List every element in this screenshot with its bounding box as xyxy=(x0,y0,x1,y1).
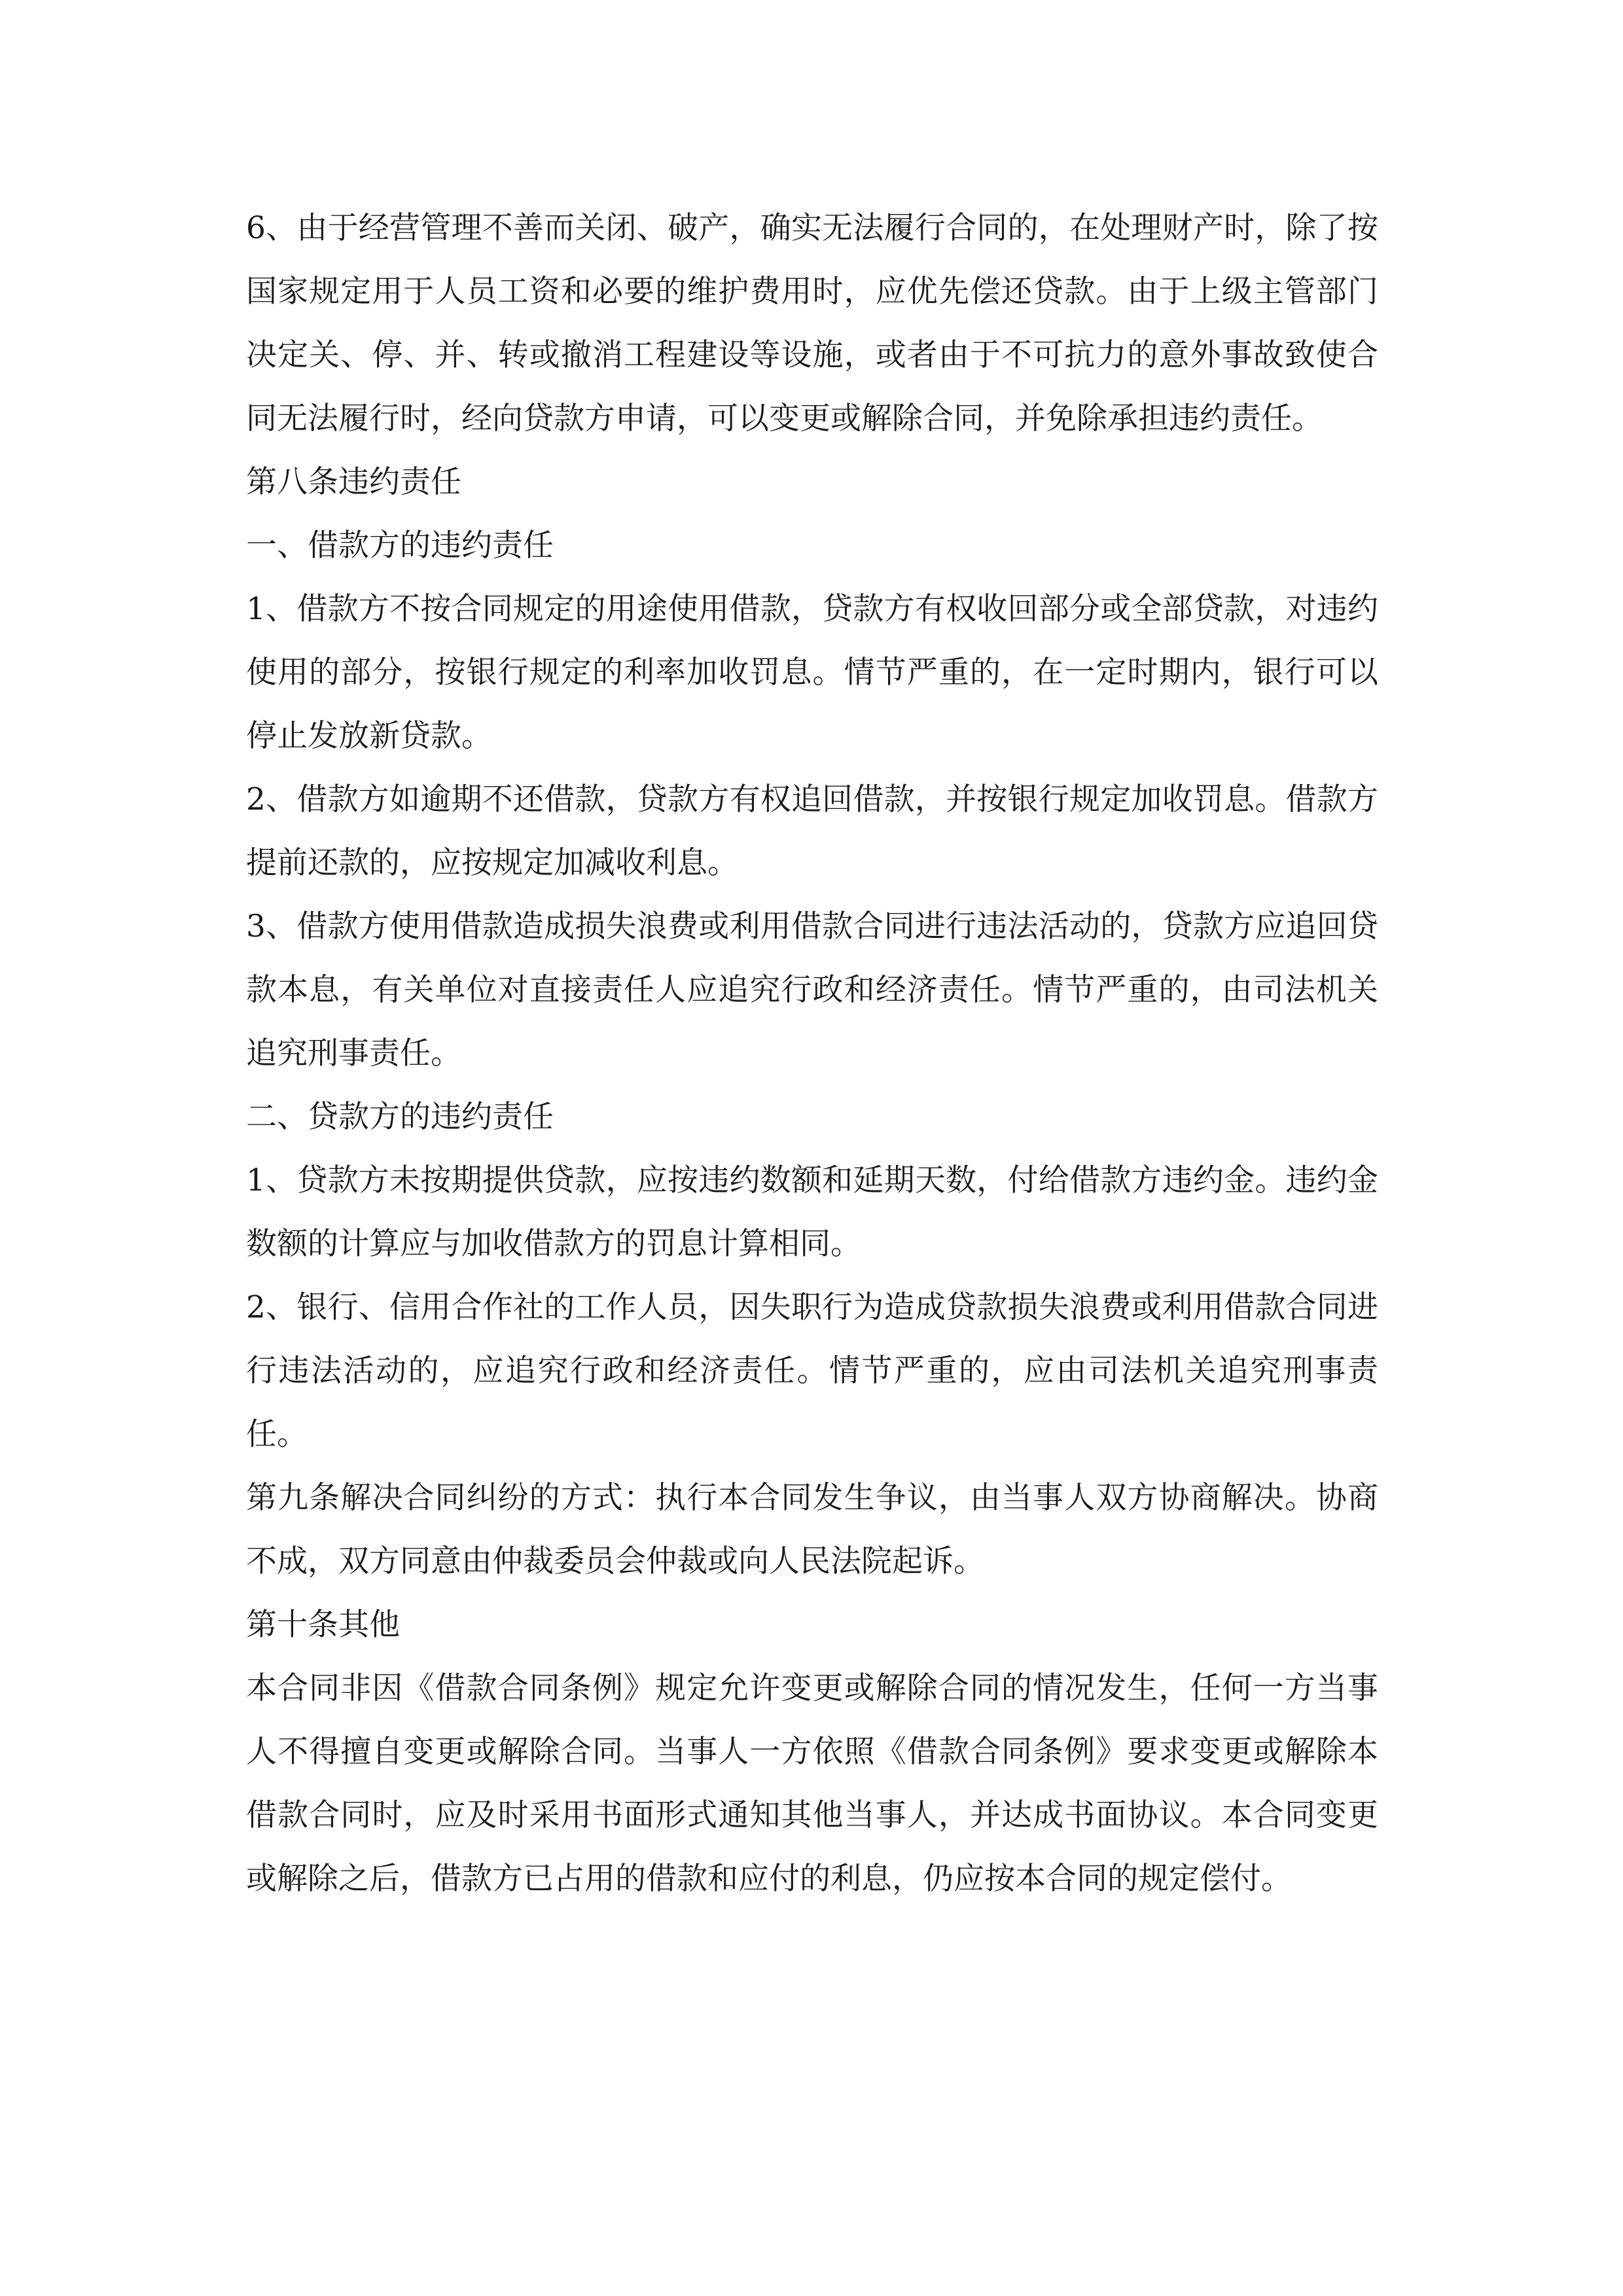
borrower-liability-heading: 一、借款方的违约责任 xyxy=(246,528,554,564)
borrower-liability-item-3: 3、借款方使用借款造成损失浪费或利用借款合同进行违法活动的，贷款方应追回贷款本息，有关单位对直接责任人应追究行政和经济责任。情节严重的，由司法机关追究刑事责任。 xyxy=(246,908,1378,1071)
clause-6-paragraph: 6、由于经营管理不善而关闭、破产，确实无法履行合同的，在处理财产时，除了按国家规定用于人员工资和必要的维护费用时，应优先偿还贷款。由于上级主管部门决定关、停、并、转或撤消工程建设等设施，或者由于不可抗力的意外事故致使合同无法履行时，经向贷款方申请，可以变更或解除合同，并免除承担违约责任。 xyxy=(246,210,1378,437)
lender-liability-heading: 二、贷款方的违约责任 xyxy=(246,1099,554,1135)
borrower-liability-item-2: 2、借款方如逾期不还借款，贷款方有权追回借款，并按银行规定加收罚息。借款方提前还款的，应按规定加减收利息。 xyxy=(246,781,1378,881)
lender-liability-item-2: 2、银行、信用合作社的工作人员，因失职行为造成贷款损失浪费或利用借款合同进行违法活动的，应追究行政和经济责任。情节严重的，应由司法机关追究刑事责任。 xyxy=(246,1289,1378,1452)
article-10-paragraph: 本合同非因《借款合同条例》规定允许变更或解除合同的情况发生，任何一方当事人不得擅自变更或解除合同。当事人一方依照《借款合同条例》要求变更或解除本借款合同时，应及时采用书面形式通知其他当事人，并达成书面协议。本合同变更或解除之后，借款方已占用的借款和应付的利息，仍应按本合同的规定偿付。 xyxy=(246,1670,1378,1897)
borrower-liability-item-1: 1、借款方不按合同规定的用途使用借款，贷款方有权收回部分或全部贷款，对违约使用的部分，按银行规定的利率加收罚息。情节严重的，在一定时期内，银行可以停止发放新贷款。 xyxy=(246,591,1378,754)
lender-liability-item-1: 1、贷款方未按期提供贷款，应按违约数额和延期天数，付给借款方违约金。违约金数额的计算应与加收借款方的罚息计算相同。 xyxy=(246,1162,1378,1262)
article-8-heading: 第八条违约责任 xyxy=(246,464,461,500)
document-body xyxy=(246,196,1378,1910)
article-9-paragraph: 第九条解决合同纠纷的方式：执行本合同发生争议，由当事人双方协商解决。协商不成，双方同意由仲裁委员会仲裁或向人民法院起诉。 xyxy=(246,1480,1378,1579)
article-10-heading: 第十条其他 xyxy=(246,1607,400,1643)
